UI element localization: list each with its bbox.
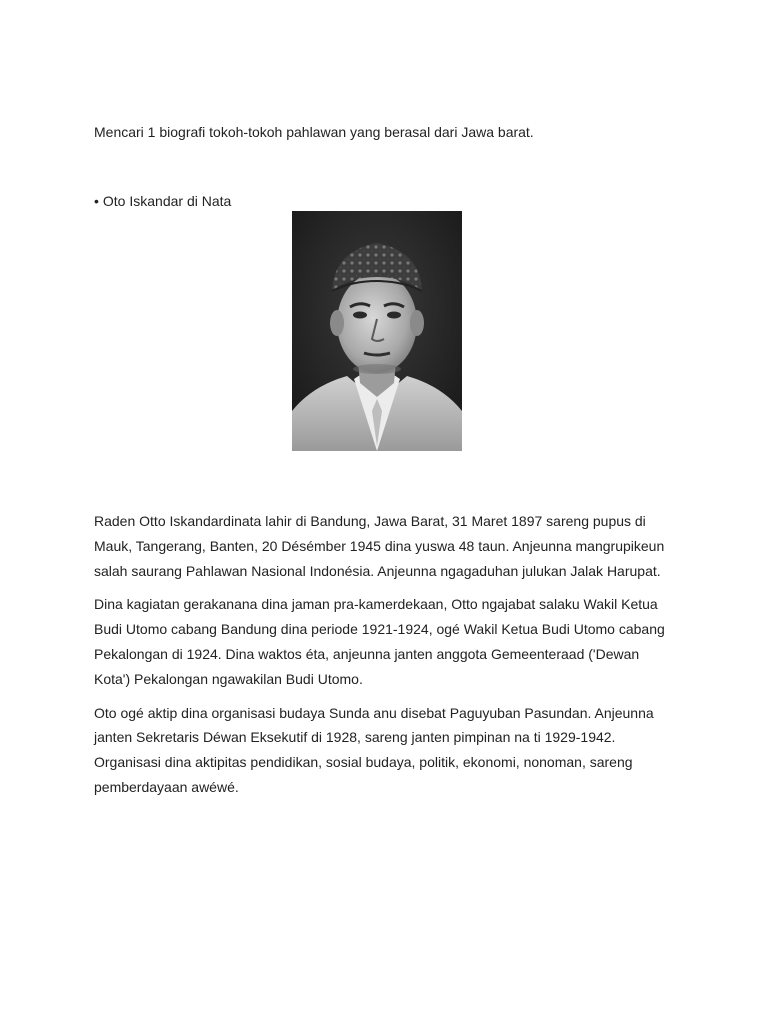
portrait-image bbox=[292, 211, 462, 451]
bullet-label: Oto Iskandar di Nata bbox=[102, 193, 232, 209]
paragraph-1: Raden Otto Iskandardinata lahir di Bandung, Jawa Barat, 31 Maret 1897 sareng pupus di Mauk, Tangerang, Banten, 20 Désémber 1945 dina yuswa 48 taun. Anjeunna mangrupikeun salah saurang Pahlawan Nasional Indonésia. Anjeunna ngagaduhan julukan Jalak Harupat. bbox=[94, 513, 665, 579]
bullet-icon: • bbox=[94, 193, 99, 209]
portrait-photo bbox=[292, 211, 462, 451]
paragraph-3: Oto ogé aktip dina organisasi budaya Sunda anu disebat Paguyuban Pasundan. Anjeunna janten Sekretaris Déwan Eksekutif di 1928, sareng janten pimpinan na ti 1929-1942. Organisasi dina aktipitas pendidikan, sosial budaya, politik, ekonomi, nonoman, sareng pemberdayaan awéwé. bbox=[94, 704, 654, 795]
bullet-item bbox=[94, 191, 231, 211]
intro-text: Mencari 1 biografi tokoh-tokoh pahlawan yang berasal dari Jawa barat. bbox=[94, 124, 534, 140]
biography-body bbox=[94, 509, 674, 809]
paragraph-2: Dina kagiatan gerakanana dina jaman pra-kamerdekaan, Otto ngajabat salaku Wakil Ketua Budi Utomo cabang Bandung dina periode 1921-1924, ogé Wakil Ketua Budi Utomo cabang Pekalongan di 1924. Dina waktos éta, anjeunna janten anggota Gemeenteraad ('Dewan Kota') Pekalongan ngawakilan Budi Utomo. bbox=[94, 596, 665, 687]
